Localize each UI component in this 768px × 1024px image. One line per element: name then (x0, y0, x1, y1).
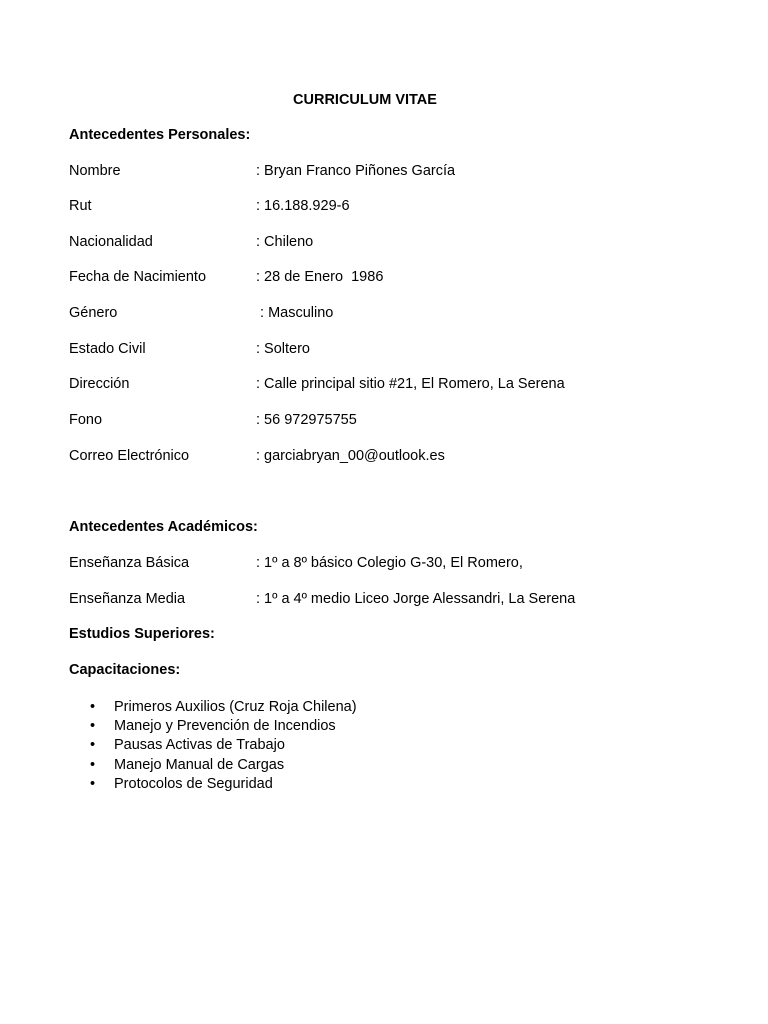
personal-row-nacionalidad (69, 234, 709, 254)
bullet-icon: • (90, 737, 96, 754)
personal-row-rut (69, 198, 709, 218)
list-item-text: Manejo y Prevención de Incendios (114, 718, 336, 735)
personal-row-nombre (69, 163, 709, 183)
field-value: : Soltero (256, 341, 310, 357)
field-label: Enseñanza Básica (69, 555, 190, 571)
field-label: Fecha de Nacimiento (69, 269, 207, 285)
field-value: : 1º a 4º medio Liceo Jorge Alessandri, La Serena (256, 591, 576, 607)
field-label: Nombre (69, 163, 121, 179)
list-item-text: Manejo Manual de Cargas (114, 756, 285, 773)
field-value: : Masculino (256, 305, 334, 321)
academic-row-basica (69, 555, 709, 575)
field-label: Estado Civil (69, 341, 146, 357)
field-label: Dirección (69, 376, 130, 392)
field-label: Enseñanza Media (69, 591, 186, 607)
field-label: Fono (69, 412, 103, 428)
training-heading: Capacitaciones: (69, 662, 181, 678)
bullet-icon: • (90, 775, 96, 792)
academic-row-media (69, 591, 709, 611)
personal-row-genero (69, 305, 709, 325)
higher-studies-heading: Estudios Superiores: (69, 626, 215, 642)
list-item-text: Pausas Activas de Trabajo (114, 737, 285, 754)
field-value: : 28 de Enero 1986 (256, 269, 384, 285)
personal-row-correo (69, 448, 709, 468)
field-value: : 16.188.929-6 (256, 198, 350, 214)
field-value: : 1º a 8º básico Colegio G-30, El Romero, (256, 555, 523, 571)
personal-row-fecha-nacimiento (69, 269, 709, 289)
field-label: Rut (69, 198, 92, 214)
personal-row-fono (69, 412, 709, 432)
page-title: CURRICULUM VITAE (293, 92, 437, 108)
field-value: : Chileno (256, 234, 314, 250)
bullet-icon: • (90, 756, 96, 773)
field-label: Correo Electrónico (69, 448, 190, 464)
personal-row-direccion (69, 376, 709, 396)
list-item-text: Protocolos de Seguridad (114, 775, 273, 792)
field-label: Nacionalidad (69, 234, 153, 250)
personal-row-estado-civil (69, 341, 709, 361)
field-label: Género (69, 305, 118, 321)
bullet-icon: • (90, 718, 96, 735)
field-value: : Bryan Franco Piñones García (256, 163, 456, 179)
list-item-text: Primeros Auxilios (Cruz Roja Chilena) (114, 699, 357, 715)
bullet-icon: • (90, 699, 96, 715)
field-value: : garciabryan_00@outlook.es (256, 448, 445, 464)
field-value: : 56 972975755 (256, 412, 357, 428)
academic-heading: Antecedentes Académicos: (69, 519, 258, 535)
field-value: : Calle principal sitio #21, El Romero, La Serena (256, 376, 565, 392)
personal-heading: Antecedentes Personales: (69, 127, 251, 143)
